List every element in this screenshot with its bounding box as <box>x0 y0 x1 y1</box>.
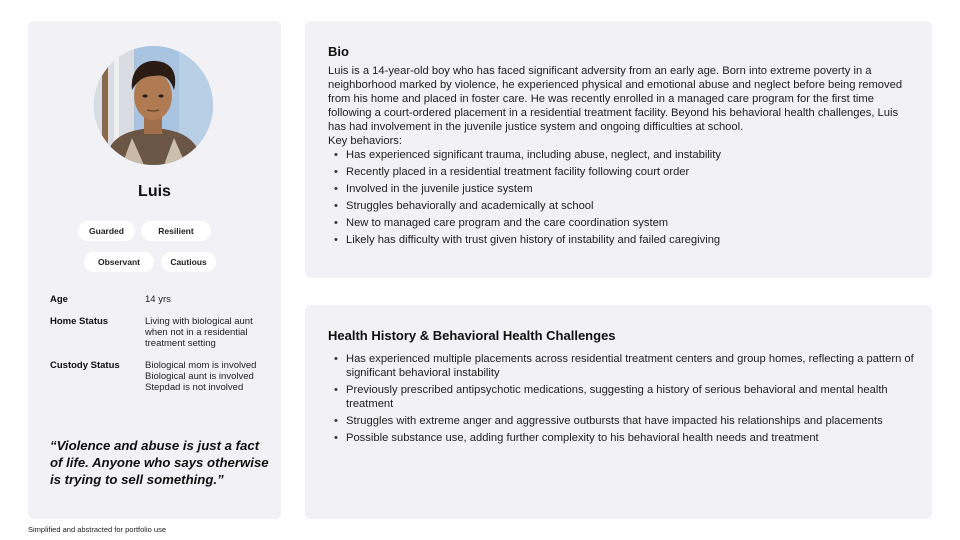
custody-status-value: Biological mom is involved Biological aunt is involved Stepdad is not involved <box>145 360 257 393</box>
list-item: • Involved in the juvenile justice system <box>328 182 918 196</box>
list-item: • New to managed care program and the care coordination system <box>328 216 918 230</box>
custody-status-label: Custody Status <box>50 360 120 371</box>
list-item: • Struggles with extreme anger and aggressive outbursts that have impacted his relationships and placements <box>328 414 918 428</box>
bio-text: Luis is a 14-year-old boy who has faced significant adversity from an early age. Born into extreme poverty in a neighborhood marked by violence, he experienced physical and emotional abuse and neglect before being removed from his home and placed in foster care. He was recently enrolled in a managed care program for the first time following a court-ordered placement in a residential treatment facility. Beyond his behavioral health challenges, Luis has had involvement in the juvenile justice system and ongoing difficulties at school. <box>328 65 903 133</box>
profile-card <box>28 21 281 519</box>
age-label: Age <box>50 294 68 305</box>
portrait-image <box>94 46 213 165</box>
key-behaviors-list <box>328 148 918 250</box>
health-history-list <box>328 352 918 448</box>
key-behaviors-label: Key behaviors: <box>328 135 403 147</box>
trait-tag-resilient: Resilient <box>141 221 211 241</box>
age-value: 14 yrs <box>145 294 171 305</box>
list-item: • Recently placed in a residential treatment facility following court order <box>328 165 918 179</box>
health-history-card <box>305 305 932 519</box>
footnote: Simplified and abstracted for portfolio use <box>28 525 166 534</box>
list-item: • Struggles behaviorally and academically at school <box>328 199 918 213</box>
avatar <box>94 46 213 165</box>
health-history-title: Health History & Behavioral Health Challenges <box>328 328 616 343</box>
home-status-label: Home Status <box>50 316 109 327</box>
list-item: • Has experienced multiple placements across residential treatment centers and group homes, reflecting a pattern of significant behavioral instability <box>328 352 918 380</box>
persona-quote: “Violence and abuse is just a fact of life. Anyone who says otherwise is trying to sell something.” <box>50 438 269 487</box>
bio-card <box>305 21 932 278</box>
list-item: • Possible substance use, adding further complexity to his behavioral health needs and treatment <box>328 431 918 445</box>
bio-title: Bio <box>328 44 349 59</box>
home-status-value: Living with biological aunt when not in a residential treatment setting <box>145 316 253 349</box>
trait-tag-observant: Observant <box>84 252 154 272</box>
profile-name: Luis <box>138 183 171 200</box>
list-item: • Likely has difficulty with trust given history of instability and failed caregiving <box>328 233 918 247</box>
list-item: • Has experienced significant trauma, including abuse, neglect, and instability <box>328 148 918 162</box>
list-item: • Previously prescribed antipsychotic medications, suggesting a history of serious behavioral and mental health treatment <box>328 383 918 411</box>
trait-tag-guarded: Guarded <box>78 221 135 241</box>
trait-tag-cautious: Cautious <box>161 252 216 272</box>
